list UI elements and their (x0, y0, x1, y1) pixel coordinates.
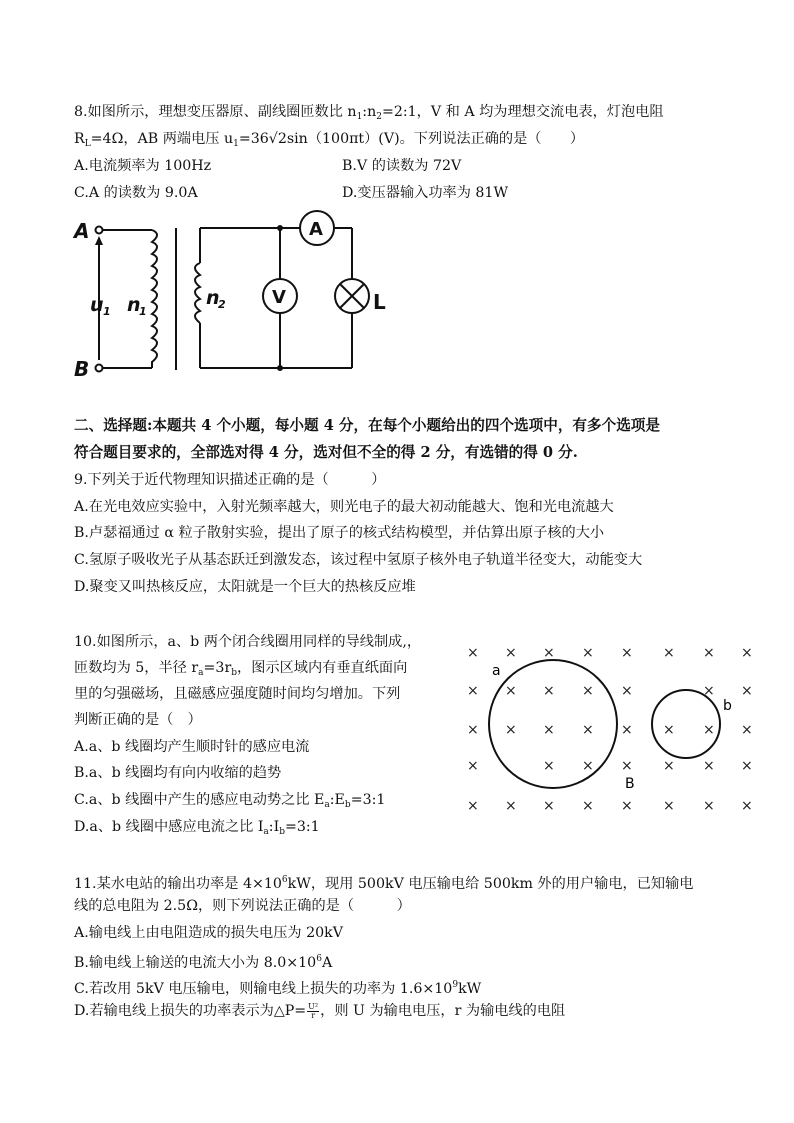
q9-option-d: D.聚变又叫热核反应，太阳就是一个巨大的热核反应堆 (74, 579, 416, 595)
q11-stem-line1: 11.某水电站的输出功率是 $4\times 10^6kW$，现用 500kV 电压输电给 500km 外的用户输电，已知输电 (74, 875, 694, 892)
q10-option-a: A.a、b 线圈均产生顺时针的感应电流 (74, 739, 310, 755)
field-cross-mark: × (621, 758, 633, 774)
power-loss-fraction: $\frac{\text{U²}}{r}$ (308, 1001, 319, 1020)
field-cross-mark: × (663, 722, 675, 738)
q8-stem-line2: $R_L=4\Omega$，AB 两端电压 $u_1=36√2\sin(100\pi t)(V)$。下列说法正确的是（ ） (74, 131, 585, 149)
field-cross-mark: × (621, 798, 633, 814)
field-cross-mark: × (663, 645, 675, 661)
field-cross-mark: × (467, 798, 479, 814)
q11-option-b: B.输电线上输送的电流大小为 $8.0\times 10^6A$ (74, 954, 333, 971)
q9-option-a: A.在光电效应实验中，入射光频率越大，则光电子的最大初动能越大、饱和光电流越大 (74, 499, 614, 515)
voltmeter-label: V (272, 287, 286, 308)
field-cross-mark: × (741, 758, 753, 774)
field-cross-mark: × (543, 683, 555, 699)
field-cross-mark: × (621, 683, 633, 699)
field-cross-mark: × (543, 645, 555, 661)
field-cross-mark: × (543, 722, 555, 738)
field-cross-mark: × (505, 645, 517, 661)
svg-text:1: 1 (103, 305, 111, 318)
q10-stem-line1: 10.如图所示，a、b 两个闭合线圈用同样的导线制成,， (74, 634, 422, 650)
field-cross-mark: × (741, 683, 753, 699)
field-cross-mark: × (663, 798, 675, 814)
svg-text:2: 2 (218, 298, 226, 311)
field-cross-mark: × (505, 798, 517, 814)
q11-option-c: C.若改用 5kV 电压输电，则输电线上损失的功率为 $1.6\times 10^9kW$ (74, 980, 482, 997)
q9-option-b: B.卢瑟福通过 α 粒子散射实验，提出了原子的核式结构模型，并估算出原子核的大小 (74, 525, 605, 541)
u1-label: u (90, 294, 104, 316)
magnetic-field-figure (460, 632, 760, 817)
field-cross-mark: × (663, 758, 675, 774)
q8-option-c: C.A 的读数为 9.0A (74, 185, 198, 201)
q11-option-d: D.若输电线上损失的功率表示为△P= $\frac{\text{U²}}{r}$ ，则 U 为输电电压，r 为输电线的电阻 (74, 1001, 566, 1020)
field-cross-mark: × (741, 798, 753, 814)
field-cross-mark: × (703, 758, 715, 774)
field-cross-mark: × (582, 798, 594, 814)
field-cross-mark: × (467, 722, 479, 738)
q9-stem: 9.下列关于近代物理知识描述正确的是（ ） (74, 472, 386, 488)
section2-heading-line1: 二、选择题:本题共 4 个小题，每小题 4 分，在每个小题给出的四个选项中，有多个选项是 (74, 417, 660, 434)
field-cross-mark: × (703, 722, 715, 738)
transformer-circuit-figure (72, 208, 402, 383)
q8-stem-line1: 8.如图所示，理想变压器原、副线圈匝数比 $n_1:n_2=2:1$，V 和 A 均为理想交流电表，灯泡电阻 (74, 104, 664, 122)
field-cross-mark: × (467, 645, 479, 661)
q10-option-d: D.a、b 线圈中感应电流之比 $I_a:I_b=3:1$ (74, 819, 320, 837)
field-cross-mark: × (621, 722, 633, 738)
field-cross-mark: × (703, 645, 715, 661)
field-cross-mark: × (741, 722, 753, 738)
field-cross-mark: × (741, 645, 753, 661)
q10-option-c: C.a、b 线圈中产生的感应电动势之比 $E_a:E_b=3:1$ (74, 792, 386, 810)
field-cross-mark: × (703, 683, 715, 699)
svg-text:1: 1 (139, 305, 147, 318)
q8-option-a: A.电流频率为 100Hz (74, 158, 212, 174)
q11-option-a: A.输电线上由电阻造成的损失电压为 20kV (74, 925, 343, 941)
terminal-b-label: B (74, 357, 90, 381)
field-cross-mark: × (703, 798, 715, 814)
q10-stem-line3: 里的匀强磁场，且磁感应强度随时间均匀增加。下列 (74, 686, 401, 702)
field-cross-mark: × (582, 758, 594, 774)
field-cross-mark: × (582, 645, 594, 661)
field-cross-mark: × (582, 722, 594, 738)
field-cross-mark: × (505, 683, 517, 699)
lamp-label: L (373, 290, 386, 314)
q8-option-row2 (74, 183, 509, 203)
q8-option-row1 (74, 156, 462, 176)
coil-a-label: a (492, 663, 501, 679)
n1-label: n (127, 294, 141, 316)
field-cross-mark: × (543, 758, 555, 774)
section2-heading-line2: 符合题目要求的，全部选对得 4 分，选对但不全的得 2 分，有选错的得 0 分. (74, 444, 578, 461)
q10-stem-line2: 匝数均为 5，半径 $r_a=3r_b$，图示区域内有垂直纸面向 (74, 660, 408, 678)
q8-option-d: D.变压器输入功率为 81W (342, 185, 509, 201)
field-cross-mark: × (621, 645, 633, 661)
field-b-label: B (625, 776, 635, 792)
coil-b-label: b (723, 698, 732, 714)
field-cross-mark: × (505, 722, 517, 738)
terminal-a-label: A (74, 219, 90, 243)
q10-stem-line4: 判断正确的是（ ） (74, 712, 202, 728)
field-cross-mark: × (582, 683, 594, 699)
q8-option-b: B.V 的读数为 72V (342, 158, 462, 174)
field-cross-mark: × (543, 798, 555, 814)
q11-stem-line2: 线的总电阻为 2.5Ω，则下列说法正确的是（ ） (74, 898, 411, 914)
q10-option-b: B.a、b 线圈均有向内收缩的趋势 (74, 765, 282, 781)
field-cross-mark: × (467, 758, 479, 774)
ammeter-label: A (309, 219, 323, 240)
field-cross-mark: × (467, 683, 479, 699)
q9-option-c: C.氢原子吸收光子从基态跃迁到激发态，该过程中氢原子核外电子轨道半径变大，动能变大 (74, 552, 643, 568)
n2-label: n (206, 287, 220, 309)
